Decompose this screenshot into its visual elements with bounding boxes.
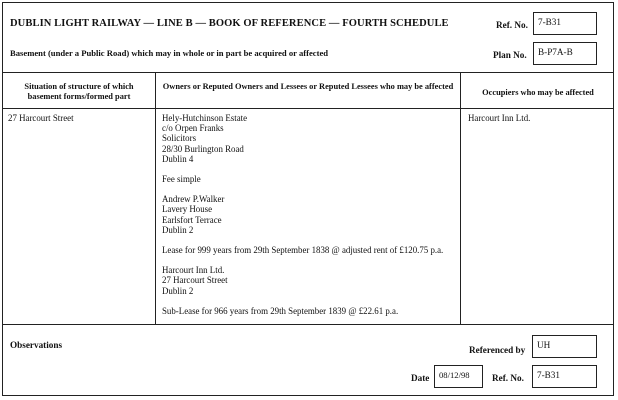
- column-divider-2: [460, 72, 461, 324]
- referenced-by-label: Referenced by: [469, 345, 526, 355]
- ref-no-label: Ref. No.: [496, 20, 528, 30]
- ref-no-field: 7-B31: [533, 12, 597, 35]
- situation-cell: 27 Harcourt Street: [8, 113, 74, 123]
- owner-line: Lavery House: [162, 204, 213, 215]
- owner-line: Andrew P.Walker: [162, 194, 225, 205]
- referenced-by-field: UH: [532, 335, 597, 358]
- column-divider-1: [155, 72, 156, 324]
- date-field: 08/12/98: [434, 365, 483, 388]
- owners-cell: [162, 113, 454, 316]
- owner-entry: [162, 194, 454, 235]
- tenure-line: Fee simple: [162, 174, 201, 185]
- owner-line: Earlsfort Terrace: [162, 214, 222, 225]
- owner-line: Harcourt Inn Ltd.: [162, 265, 225, 276]
- observations-label: Observations: [10, 340, 63, 350]
- owner-line: Hely-Hutchinson Estate: [162, 113, 248, 123]
- plan-no-field: B-P7A-B: [533, 42, 597, 65]
- owner-line: Dublin 2: [162, 285, 194, 296]
- owner-entry: [162, 265, 454, 296]
- owner-line: 27 Harcourt Street: [162, 275, 228, 286]
- footer-ref-no-label: Ref. No.: [492, 373, 524, 383]
- schedule-subtitle: Basement (under a Public Road) which may in whole or in part be acquired or affected: [10, 48, 329, 58]
- column-header-occupiers: Occupiers who may be affected: [482, 88, 594, 97]
- lease-line: Lease for 999 years from 29th September 1838 @ adjusted rent of £120.75 p.a.: [162, 245, 444, 256]
- owner-entry: [162, 113, 454, 164]
- occupiers-cell: Harcourt Inn Ltd.: [468, 113, 531, 123]
- sublease-line: Sub-Lease for 966 years from 29th September 1839 @ £22.61 p.a.: [162, 305, 399, 316]
- table-bottom-rule: [2, 324, 614, 325]
- owner-line: 28/30 Burlington Road: [162, 143, 244, 154]
- footer-ref-no-field: 7-B31: [532, 365, 597, 388]
- owner-line: Dublin 2: [162, 224, 194, 235]
- column-header-owners: Owners or Reputed Owners and Lessees or Reputed Lessees who may be affected: [162, 82, 454, 91]
- schedule-title: DUBLIN LIGHT RAILWAY — LINE B — BOOK OF REFERENCE — FOURTH SCHEDULE: [10, 18, 449, 29]
- owner-line: Dublin 4: [162, 153, 194, 164]
- owner-line: Solicitors: [162, 133, 197, 144]
- table-top-rule: [2, 72, 614, 73]
- column-header-situation: Situation of structure of which basement forms/formed part: [24, 82, 134, 101]
- owner-line: c/o Orpen Franks: [162, 123, 224, 134]
- date-label: Date: [411, 373, 430, 383]
- plan-no-label: Plan No.: [493, 50, 527, 60]
- table-header-rule: [2, 108, 614, 109]
